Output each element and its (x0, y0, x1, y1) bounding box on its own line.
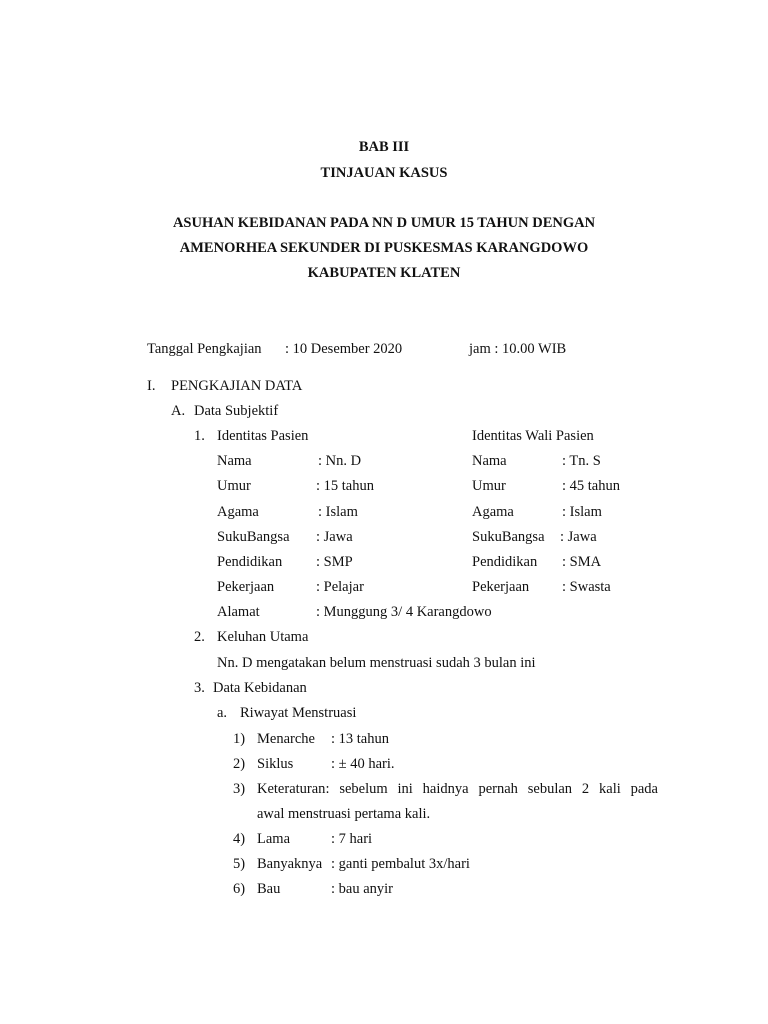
menstrual-item-value: : ± 40 hari. (331, 756, 395, 772)
title-line-2: AMENORHEA SEKUNDER DI PUSKESMAS KARANGDOWO (179, 240, 589, 256)
patient-label: Pendidikan (217, 554, 283, 570)
assessment-date-value: : 10 Desember 2020 (285, 341, 403, 357)
menstrual-item-value: : 7 hari (331, 831, 373, 847)
menstrual-item-label: Keteraturan (257, 781, 326, 797)
menstrual-item-label: Bau (257, 881, 281, 897)
patient-value: : Islam (318, 504, 358, 520)
guardian-label: Umur (472, 478, 506, 494)
title-line-3: KABUPATEN KLATEN (307, 265, 461, 281)
assessment-time: jam : 10.00 WIB (469, 341, 567, 357)
chapter-heading: BAB III (358, 139, 410, 155)
item-1-number: 1. (194, 428, 205, 444)
menstrual-item-regularity-line (257, 780, 658, 798)
patient-value: : Nn. D (318, 453, 362, 469)
assessment-date-label: Tanggal Pengkajian (147, 341, 262, 357)
menstrual-item-value: : ganti pembalut 3x/hari (331, 856, 470, 872)
patient-label: Alamat (217, 604, 260, 620)
menstrual-item-label: Siklus (257, 756, 294, 772)
menstrual-item-number: 1) (233, 731, 246, 747)
menstrual-item-number: 6) (233, 881, 246, 897)
patient-label: Agama (217, 504, 259, 520)
section-A-title: Data Subjektif (194, 403, 279, 419)
sub-a-letter: a. (217, 705, 228, 721)
menstrual-item-value: : bau anyir (331, 881, 394, 897)
patient-label: Nama (217, 453, 252, 469)
patient-label: SukuBangsa (217, 529, 290, 545)
menstrual-item-label: Menarche (257, 731, 315, 747)
guardian-value: : 45 tahun (562, 478, 620, 494)
patient-value: : Jawa (316, 529, 353, 545)
main-complaint-title: Keluhan Utama (217, 629, 309, 645)
section-I-title: PENGKAJIAN DATA (171, 378, 303, 394)
menstrual-item-value: : sebelum ini haidnya pernah sebulan 2 kali pada (325, 781, 658, 797)
menstrual-item-label: Lama (257, 831, 291, 847)
guardian-value: : Jawa (560, 529, 597, 545)
menstrual-history-title: Riwayat Menstruasi (240, 705, 357, 721)
patient-value: : Pelajar (316, 579, 364, 595)
section-I-number: I. (147, 378, 156, 394)
guardian-identity-title: Identitas Wali Pasien (472, 428, 594, 444)
menstrual-item-number: 2) (233, 756, 246, 772)
menstrual-item-value: : 13 tahun (331, 731, 389, 747)
guardian-value: : Swasta (562, 579, 611, 595)
guardian-label: Agama (472, 504, 514, 520)
menstrual-item-number: 3) (233, 781, 246, 797)
patient-label: Umur (217, 478, 251, 494)
item-2-number: 2. (194, 629, 205, 645)
chapter-subtitle: TINJAUAN KASUS (320, 165, 448, 181)
menstrual-item-continuation: awal menstruasi pertama kali. (257, 806, 431, 822)
guardian-value: : Islam (562, 504, 602, 520)
patient-label: Pekerjaan (217, 579, 275, 595)
midwifery-data-title: Data Kebidanan (213, 680, 307, 696)
guardian-label: Pekerjaan (472, 579, 530, 595)
title-line-1: ASUHAN KEBIDANAN PADA NN D UMUR 15 TAHUN DENGAN (172, 215, 596, 231)
guardian-label: Pendidikan (472, 554, 538, 570)
section-A-letter: A. (171, 403, 186, 419)
guardian-label: SukuBangsa (472, 529, 545, 545)
patient-value: : Munggung 3/ 4 Karangdowo (316, 604, 492, 620)
guardian-label: Nama (472, 453, 507, 469)
main-complaint-text: Nn. D mengatakan belum menstruasi sudah 3 bulan ini (217, 655, 536, 671)
patient-value: : 15 tahun (316, 478, 374, 494)
item-3-number: 3. (194, 680, 205, 696)
patient-value: : SMP (316, 554, 353, 570)
menstrual-item-number: 4) (233, 831, 246, 847)
guardian-value: : Tn. S (562, 453, 601, 469)
patient-identity-title: Identitas Pasien (217, 428, 309, 444)
guardian-value: : SMA (562, 554, 602, 570)
menstrual-item-number: 5) (233, 856, 246, 872)
menstrual-item-label: Banyaknya (257, 856, 323, 872)
